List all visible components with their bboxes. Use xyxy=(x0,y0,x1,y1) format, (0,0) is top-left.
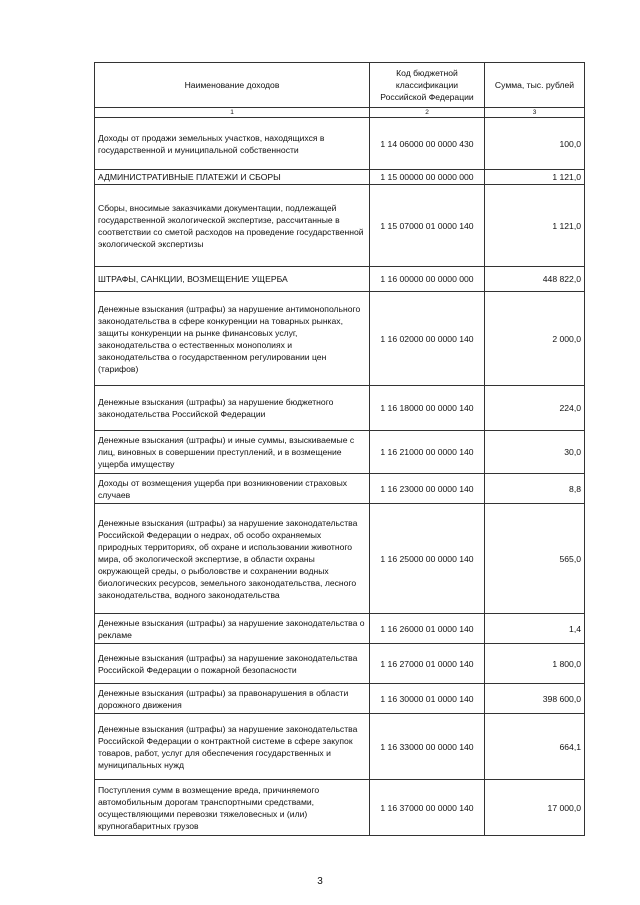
table-row xyxy=(95,644,585,684)
row-amount: 398 600,0 xyxy=(485,684,585,714)
row-name: Денежные взыскания (штрафы) за нарушение законодательства Российской Федерации о пожарной безопасности xyxy=(95,644,370,684)
row-code: 1 16 18000 00 0000 140 xyxy=(370,386,485,431)
header-code: Код бюджетной классификации Российской Федерации xyxy=(370,63,485,108)
table-row xyxy=(95,431,585,474)
row-code: 1 14 06000 00 0000 430 xyxy=(370,118,485,170)
header-amount: Сумма, тыс. рублей xyxy=(485,63,585,108)
row-code: 1 16 23000 00 0000 140 xyxy=(370,474,485,504)
row-amount: 1 800,0 xyxy=(485,644,585,684)
row-amount: 30,0 xyxy=(485,431,585,474)
column-number: 1 xyxy=(95,108,370,118)
row-code: 1 16 25000 00 0000 140 xyxy=(370,504,485,614)
table-row xyxy=(95,684,585,714)
row-name: ШТРАФЫ, САНКЦИИ, ВОЗМЕЩЕНИЕ УЩЕРБА xyxy=(95,267,370,292)
table-row xyxy=(95,185,585,267)
header-name: Наименование доходов xyxy=(95,63,370,108)
row-code: 1 16 30000 01 0000 140 xyxy=(370,684,485,714)
page-number: 3 xyxy=(317,876,323,887)
table-row xyxy=(95,118,585,170)
column-number: 2 xyxy=(370,108,485,118)
column-number-row xyxy=(95,108,585,118)
row-name: Поступления сумм в возмещение вреда, причиняемого автомобильным дорогам транспортными средствами, осуществляющими перевозки тяжеловесных и (или) крупногабаритных грузов xyxy=(95,780,370,836)
table-row xyxy=(95,780,585,836)
row-amount: 664,1 xyxy=(485,714,585,780)
row-code: 1 16 21000 00 0000 140 xyxy=(370,431,485,474)
table-row xyxy=(95,267,585,292)
column-number: 3 xyxy=(485,108,585,118)
row-amount: 8,8 xyxy=(485,474,585,504)
row-name: Денежные взыскания (штрафы) за правонарушения в области дорожного движения xyxy=(95,684,370,714)
table-row xyxy=(95,386,585,431)
row-amount: 448 822,0 xyxy=(485,267,585,292)
row-name: АДМИНИСТРАТИВНЫЕ ПЛАТЕЖИ И СБОРЫ xyxy=(95,170,370,185)
row-code: 1 15 07000 01 0000 140 xyxy=(370,185,485,267)
row-amount: 1,4 xyxy=(485,614,585,644)
row-name: Денежные взыскания (штрафы) и иные суммы, взыскиваемые с лиц, виновных в совершении преступлений, и в возмещение ущерба имуществу xyxy=(95,431,370,474)
row-code: 1 16 02000 00 0000 140 xyxy=(370,292,485,386)
table-row xyxy=(95,292,585,386)
row-name: Денежные взыскания (штрафы) за нарушение законодательства о рекламе xyxy=(95,614,370,644)
row-name: Денежные взыскания (штрафы) за нарушение законодательства Российской Федерации о недрах, об особо охраняемых природных территориях, об охране и использовании животного мира, об экологической экспертизе, в области охраны окружающей среды, о рыболовстве и сохранении водных биологических ресурсов, земельного законодательства, лесного законодательства, водного законодательства xyxy=(95,504,370,614)
row-amount: 100,0 xyxy=(485,118,585,170)
revenue-table xyxy=(94,62,585,836)
row-amount: 224,0 xyxy=(485,386,585,431)
row-code: 1 16 27000 01 0000 140 xyxy=(370,644,485,684)
row-amount: 1 121,0 xyxy=(485,170,585,185)
table-row xyxy=(95,170,585,185)
row-name: Доходы от возмещения ущерба при возникновении страховых случаев xyxy=(95,474,370,504)
row-code: 1 16 00000 00 0000 000 xyxy=(370,267,485,292)
row-amount: 1 121,0 xyxy=(485,185,585,267)
table-row xyxy=(95,504,585,614)
table-header-row xyxy=(95,63,585,108)
table-row xyxy=(95,474,585,504)
row-code: 1 15 00000 00 0000 000 xyxy=(370,170,485,185)
row-amount: 17 000,0 xyxy=(485,780,585,836)
row-amount: 2 000,0 xyxy=(485,292,585,386)
table-row xyxy=(95,614,585,644)
row-name: Денежные взыскания (штрафы) за нарушение антимонопольного законодательства в сфере конкуренции на товарных рынках, защиты конкуренции на рынке финансовых услуг, законодательства о естественных монополиях и законодательства о государственном регулировании цен (тарифов) xyxy=(95,292,370,386)
row-code: 1 16 26000 01 0000 140 xyxy=(370,614,485,644)
row-name: Денежные взыскания (штрафы) за нарушение бюджетного законодательства Российской Федерации xyxy=(95,386,370,431)
row-name: Денежные взыскания (штрафы) за нарушение законодательства Российской Федерации о контрактной системе в сфере закупок товаров, работ, услуг для обеспечения государственных и муниципальных нужд xyxy=(95,714,370,780)
row-name: Доходы от продажи земельных участков, находящихся в государственной и муниципальной собственности xyxy=(95,118,370,170)
row-code: 1 16 37000 00 0000 140 xyxy=(370,780,485,836)
row-code: 1 16 33000 00 0000 140 xyxy=(370,714,485,780)
row-name: Сборы, вносимые заказчиками документации, подлежащей государственной экологической экспертизе, рассчитанные в соответствии со сметой расходов на проведение государственной экологической экспертизы xyxy=(95,185,370,267)
row-amount: 565,0 xyxy=(485,504,585,614)
table-row xyxy=(95,714,585,780)
